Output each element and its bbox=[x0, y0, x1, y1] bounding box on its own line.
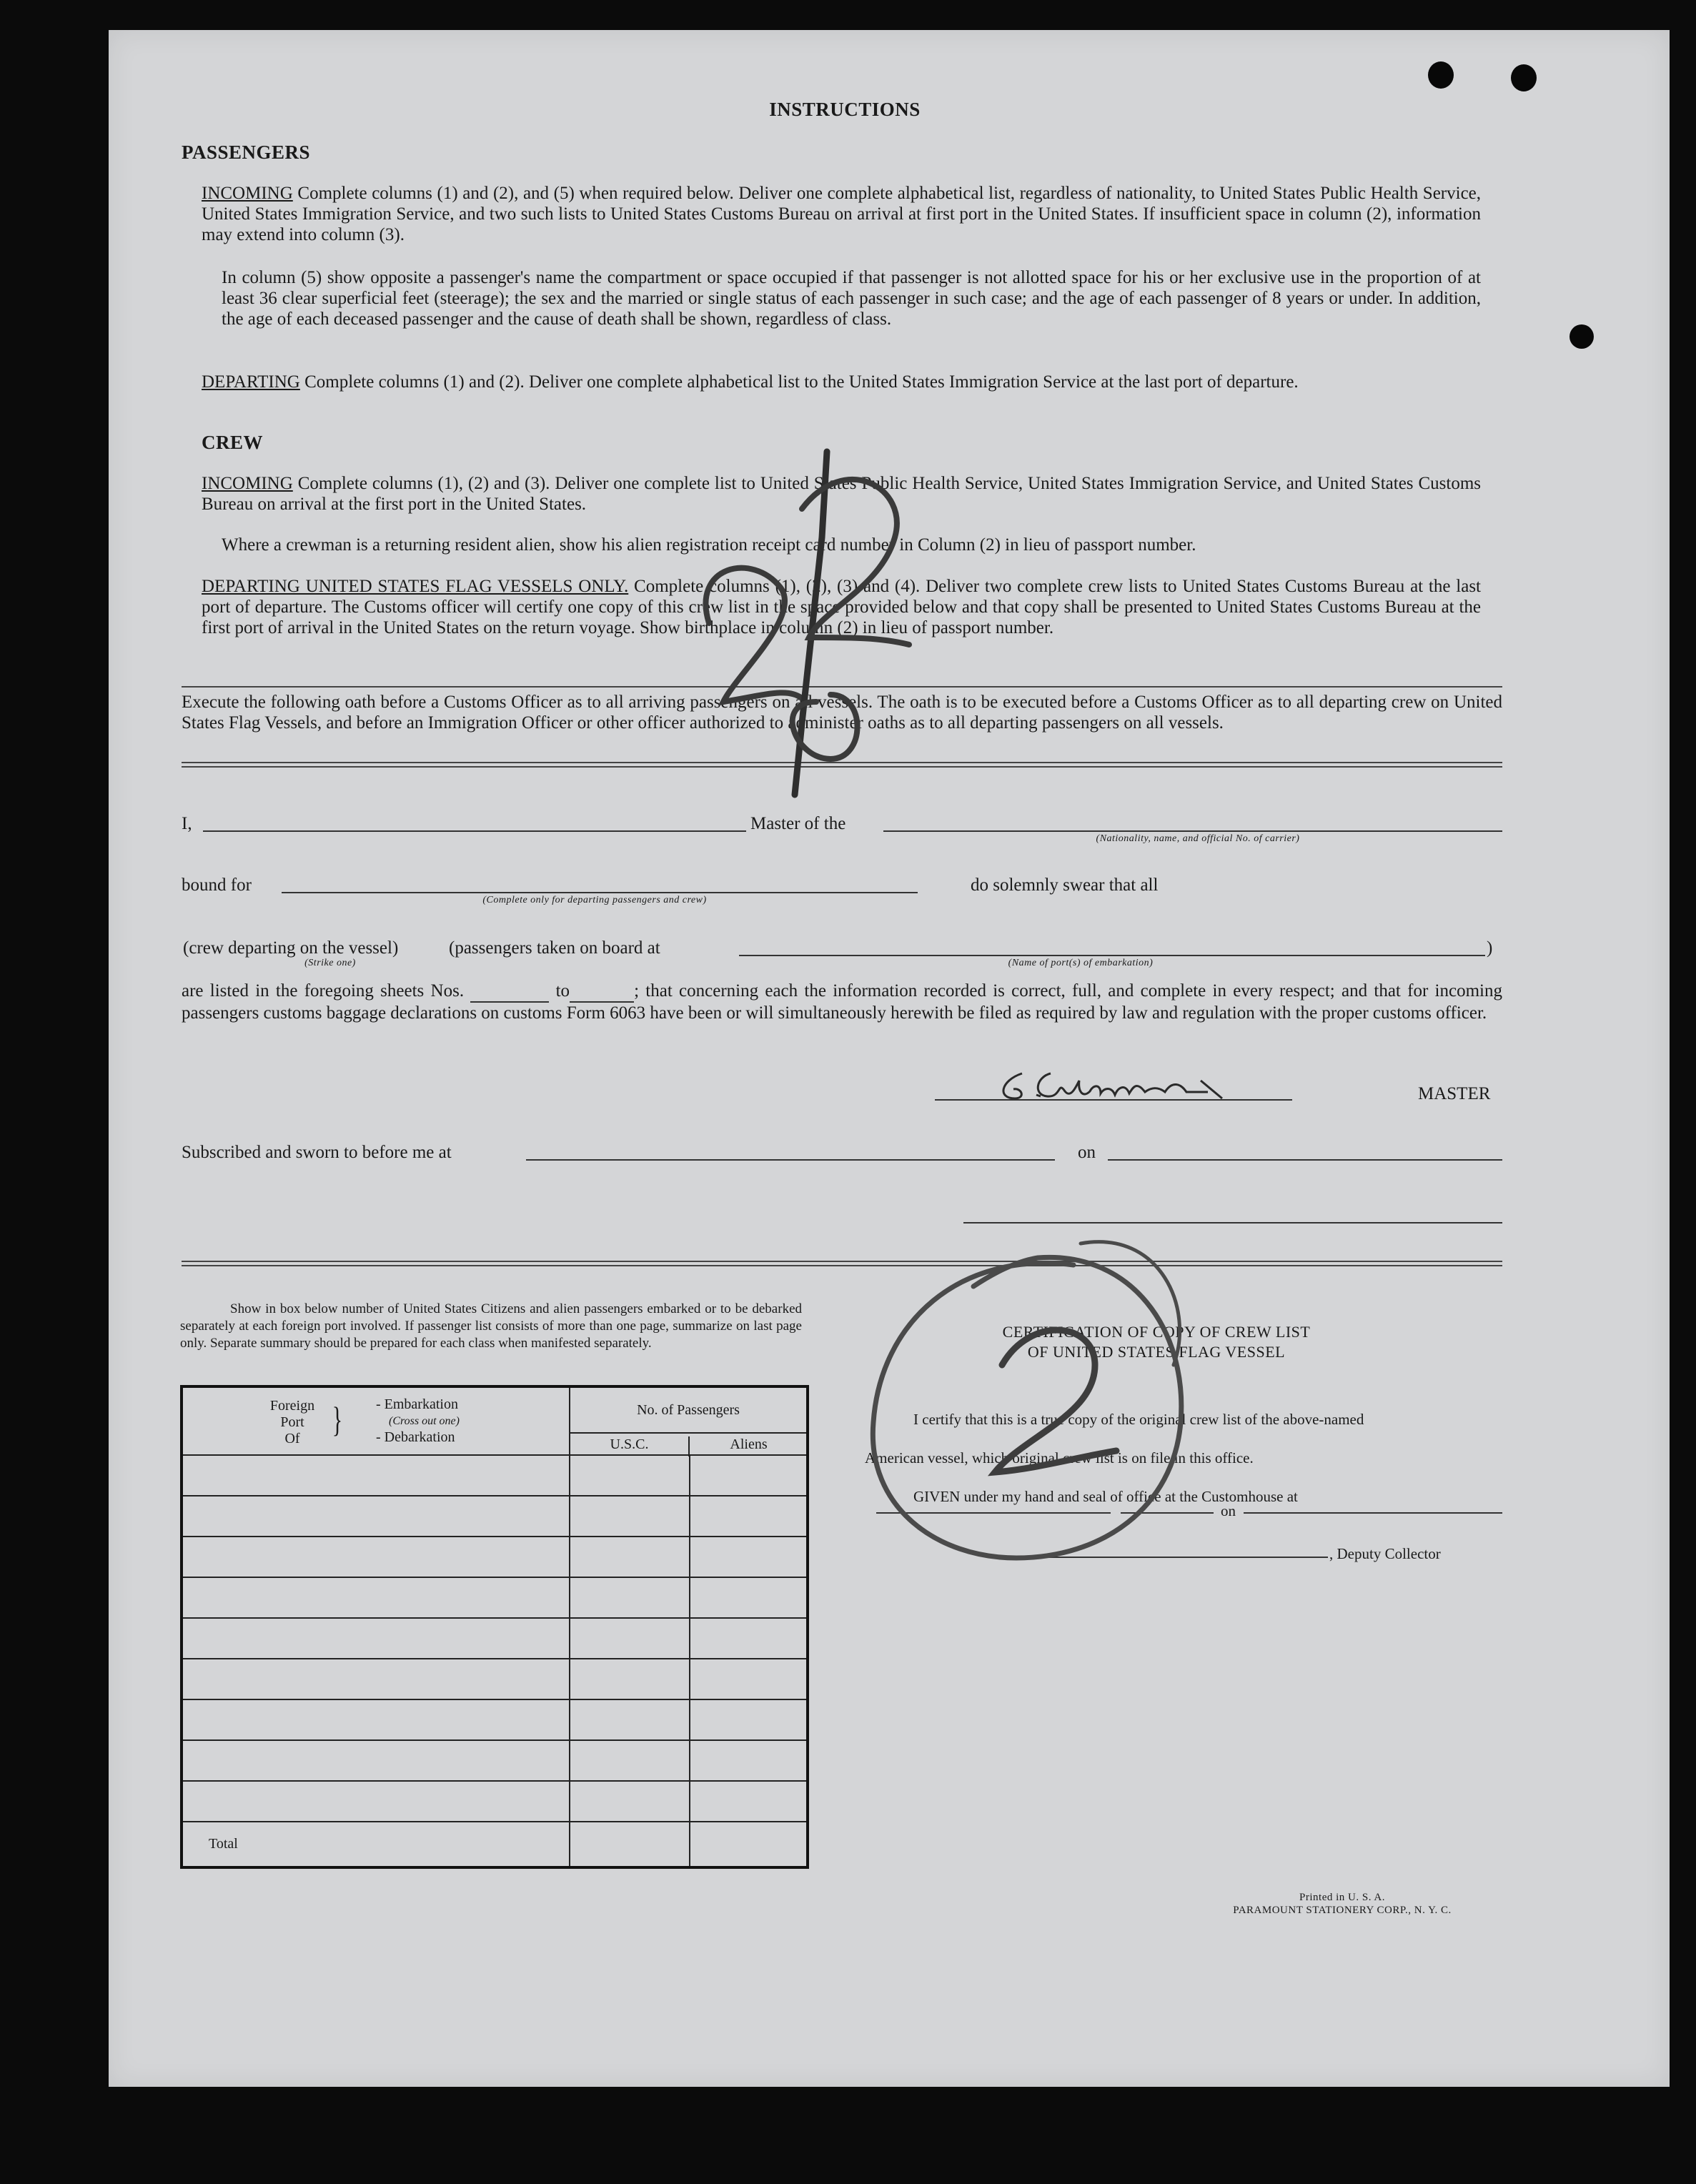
ports-table bbox=[180, 1385, 809, 1869]
aliens-cell[interactable] bbox=[690, 1699, 808, 1740]
table-row bbox=[182, 1781, 808, 1822]
aliens-total-cell[interactable] bbox=[690, 1822, 808, 1867]
passengers-incoming-label: INCOMING bbox=[202, 184, 293, 203]
aliens-label: Aliens bbox=[688, 1436, 808, 1456]
cross-out-label: (Cross out one) bbox=[389, 1415, 460, 1427]
sworn-place-line[interactable] bbox=[526, 1159, 1055, 1161]
carrier-caption: (Nationality, name, and official No. of carrier) bbox=[1096, 833, 1300, 844]
sheet-to-field[interactable] bbox=[570, 981, 634, 1003]
aliens-cell[interactable] bbox=[690, 1781, 808, 1822]
crew-resident-paragraph: Where a crewman is a returning resident alien, show his alien registration receipt card number in Column (2) in lieu of passport number. bbox=[222, 535, 1196, 555]
separator-line bbox=[182, 686, 1502, 688]
master-label: MASTER bbox=[1418, 1084, 1491, 1103]
total-row bbox=[182, 1822, 808, 1867]
pencil-page-number-text bbox=[752, 459, 753, 460]
aliens-cell[interactable] bbox=[690, 1659, 808, 1699]
certify-line2: American vessel, which original crew list is on file in this office. bbox=[865, 1449, 1254, 1466]
listed-to: to bbox=[555, 981, 570, 1001]
passengers-heading: PASSENGERS bbox=[182, 142, 311, 163]
sheet-from-field[interactable] bbox=[470, 981, 549, 1003]
table-row bbox=[182, 1496, 808, 1537]
usc-cell[interactable] bbox=[570, 1455, 690, 1496]
debarkation-label: - Debarkation bbox=[376, 1429, 455, 1445]
port-cell[interactable] bbox=[182, 1577, 570, 1618]
port-cell[interactable] bbox=[182, 1659, 570, 1699]
ports-line[interactable] bbox=[739, 955, 1485, 956]
passengers-column5-paragraph: In column (5) show opposite a passenger's name the compartment or space occupied if that passenger is not allotted space for his or her exclusive use in the proportion of at least 36 clear superficial feet (steerage); the sex and the married or single status of each passenger in such case; and the age of each passenger of 8 years or under. In addition, the age of each deceased passenger and the cause of death shall be shown, regardless of class. bbox=[222, 268, 1481, 329]
printer-line1: Printed in U. S. A. bbox=[1299, 1892, 1385, 1903]
table-row bbox=[182, 1455, 808, 1496]
certification-title bbox=[971, 1322, 1342, 1362]
usc-cell[interactable] bbox=[570, 1659, 690, 1699]
double-rule bbox=[182, 762, 1502, 768]
usc-label: U.S.C. bbox=[610, 1436, 649, 1452]
form-page bbox=[109, 30, 1670, 2087]
deputy-collector-line[interactable] bbox=[992, 1557, 1328, 1558]
port-cell[interactable] bbox=[182, 1455, 570, 1496]
port-label: Port bbox=[280, 1414, 304, 1430]
listed-rest: ; that concerning each the information recorded is correct, full, and complete in every respect; and that for incoming passengers customs baggage declarations on customs Form 6063 have been or will simultaneously herewith be filed as required by law and regulation with the proper customs officer. bbox=[182, 981, 1502, 1023]
passengers-departing-label: DEPARTING bbox=[202, 372, 300, 392]
bound-for-caption: (Complete only for departing passengers and crew) bbox=[482, 895, 707, 905]
usc-cell[interactable] bbox=[570, 1740, 690, 1781]
no-of-passengers-header bbox=[570, 1386, 808, 1455]
passengers-departing-paragraph bbox=[202, 372, 1481, 392]
master-of-the-label: Master of the bbox=[750, 814, 846, 833]
cert-date-line[interactable] bbox=[1244, 1512, 1502, 1514]
deputy-collector-label: , Deputy Collector bbox=[1329, 1545, 1441, 1562]
aliens-cell[interactable] bbox=[690, 1577, 808, 1618]
of-label: Of bbox=[284, 1431, 300, 1446]
ports-caption: (Name of port(s) of embarkation) bbox=[1008, 958, 1154, 968]
close-paren: ) bbox=[1487, 938, 1493, 958]
sworn-on-label: on bbox=[1078, 1143, 1096, 1162]
crew-departing-text: Complete columns (1), (2), (3) and (4). Deliver two complete crew lists to United States Customs Bureau at the last port of departure. The Customs officer will certify one copy of this crew list in the space provided below and that copy shall be presented to United States Customs Bureau at the first port of arrival in the United States on the return voyage. Show birthplace in column (2) in lieu of passport number. bbox=[202, 577, 1481, 637]
bound-for-label: bound for bbox=[182, 875, 252, 895]
page-title: INSTRUCTIONS bbox=[769, 99, 921, 120]
certification-title-line2: OF UNITED STATES FLAG VESSEL bbox=[1027, 1343, 1286, 1361]
crew-departing-option: (crew departing on the vessel) bbox=[183, 938, 399, 958]
carrier-line[interactable] bbox=[883, 830, 1502, 832]
given-line: GIVEN under my hand and seal of office at the Customhouse at bbox=[913, 1488, 1298, 1505]
crew-incoming-paragraph bbox=[202, 473, 1481, 515]
punch-hole bbox=[1428, 61, 1454, 89]
officer-signature-line[interactable] bbox=[963, 1222, 1502, 1223]
printer-line2: PARAMOUNT STATIONERY CORP., N. Y. C. bbox=[1233, 1905, 1452, 1916]
passengers-taken-option: (passengers taken on board at bbox=[449, 938, 660, 958]
usc-total-cell[interactable] bbox=[570, 1822, 690, 1867]
brace: } bbox=[332, 1399, 343, 1439]
oath-i-label: I, bbox=[182, 814, 192, 833]
passengers-incoming-paragraph bbox=[202, 183, 1481, 245]
usc-cell[interactable] bbox=[570, 1699, 690, 1740]
port-cell[interactable] bbox=[182, 1537, 570, 1577]
crew-incoming-text: Complete columns (1), (2) and (3). Deliver one complete list to United States Public Health Service, United States Immigration Service, and United States Customs Bureau on arrival at the first port in the United States. bbox=[202, 474, 1482, 514]
certification-title-line1: CERTIFICATION OF COPY OF CREW LIST bbox=[1002, 1323, 1311, 1341]
punch-hole bbox=[1569, 324, 1594, 349]
oath-instructions: Execute the following oath before a Customs Officer as to all arriving passengers on all vessels. The oath is to be executed before a Customs Officer as to all departing crew on United States Flag Vessels, and before an Immigration Officer or other officer authorized to administer oaths as to all departing passengers on all vessels. bbox=[182, 693, 1502, 733]
port-cell[interactable] bbox=[182, 1618, 570, 1659]
aliens-cell[interactable] bbox=[690, 1618, 808, 1659]
cert-place-line[interactable] bbox=[1121, 1512, 1214, 1514]
customhouse-line[interactable] bbox=[876, 1512, 1111, 1514]
usc-cell[interactable] bbox=[570, 1618, 690, 1659]
crew-departing-paragraph bbox=[202, 576, 1481, 638]
passengers-incoming-text: Complete columns (1) and (2), and (5) when required below. Deliver one complete alphabetical list, regardless of nationality, to United States Public Health Service, United States Immigration Service, and two such lists to United States Customs Bureau on arrival at first port in the United States. If insufficient space in column (2), information may extend into column (3). bbox=[202, 184, 1482, 244]
embarkation-label: - Embarkation bbox=[376, 1396, 458, 1412]
table-row bbox=[182, 1659, 808, 1699]
master-signature-line[interactable] bbox=[935, 1099, 1292, 1101]
aliens-cell[interactable] bbox=[690, 1455, 808, 1496]
total-label-cell bbox=[182, 1822, 570, 1867]
table-row bbox=[182, 1618, 808, 1659]
master-signature bbox=[993, 1059, 1301, 1109]
punch-hole bbox=[1511, 64, 1537, 91]
bound-for-line[interactable] bbox=[282, 892, 918, 893]
crew-departing-label: DEPARTING UNITED STATES FLAG VESSELS ONLY. bbox=[202, 577, 629, 596]
usc-cell[interactable] bbox=[570, 1577, 690, 1618]
aliens-cell[interactable] bbox=[690, 1740, 808, 1781]
table-row bbox=[182, 1577, 808, 1618]
aliens-cell[interactable] bbox=[690, 1496, 808, 1537]
listed-prefix: are listed in the foregoing sheets Nos. bbox=[182, 981, 465, 1001]
port-cell[interactable] bbox=[182, 1699, 570, 1740]
printer-imprint bbox=[1171, 1891, 1514, 1917]
total-label: Total bbox=[209, 1836, 238, 1852]
crew-heading: CREW bbox=[202, 432, 264, 453]
certify-line1: I certify that this is a true copy of the original crew list of the above-named bbox=[913, 1411, 1364, 1428]
sworn-date-line[interactable] bbox=[1108, 1159, 1502, 1161]
table-row bbox=[182, 1537, 808, 1577]
usc-cell[interactable] bbox=[570, 1781, 690, 1822]
port-cell[interactable] bbox=[182, 1781, 570, 1822]
port-cell[interactable] bbox=[182, 1740, 570, 1781]
no-of-passengers-label: No. of Passengers bbox=[637, 1402, 740, 1418]
crew-incoming-label: INCOMING bbox=[202, 474, 293, 493]
port-cell[interactable] bbox=[182, 1496, 570, 1537]
cert-on-label: on bbox=[1221, 1502, 1236, 1519]
summary-note: Show in box below number of United States Citizens and alien passengers embarked or to be debarked separately at each foreign port involved. If passenger list consists of more than one page, summarize on last page only. Separate summary should be prepared for each class when manifested separately. bbox=[180, 1301, 802, 1351]
master-name-line[interactable] bbox=[203, 830, 746, 832]
double-rule bbox=[182, 1261, 1502, 1266]
subscribed-label: Subscribed and sworn to before me at bbox=[182, 1143, 452, 1162]
usc-cell[interactable] bbox=[570, 1496, 690, 1537]
foreign-label: Foreign bbox=[269, 1398, 315, 1414]
foreign-port-header bbox=[182, 1386, 570, 1455]
passengers-departing-text: Complete columns (1) and (2). Deliver one complete alphabetical list to the United States Immigration Service at the last port of departure. bbox=[304, 372, 1299, 392]
swear-label: do solemnly swear that all bbox=[971, 875, 1159, 895]
strike-one-caption: (Strike one) bbox=[304, 958, 356, 968]
table-row bbox=[182, 1740, 808, 1781]
usc-cell[interactable] bbox=[570, 1537, 690, 1577]
listed-paragraph bbox=[182, 981, 1502, 1023]
aliens-cell[interactable] bbox=[690, 1537, 808, 1577]
table-row bbox=[182, 1699, 808, 1740]
